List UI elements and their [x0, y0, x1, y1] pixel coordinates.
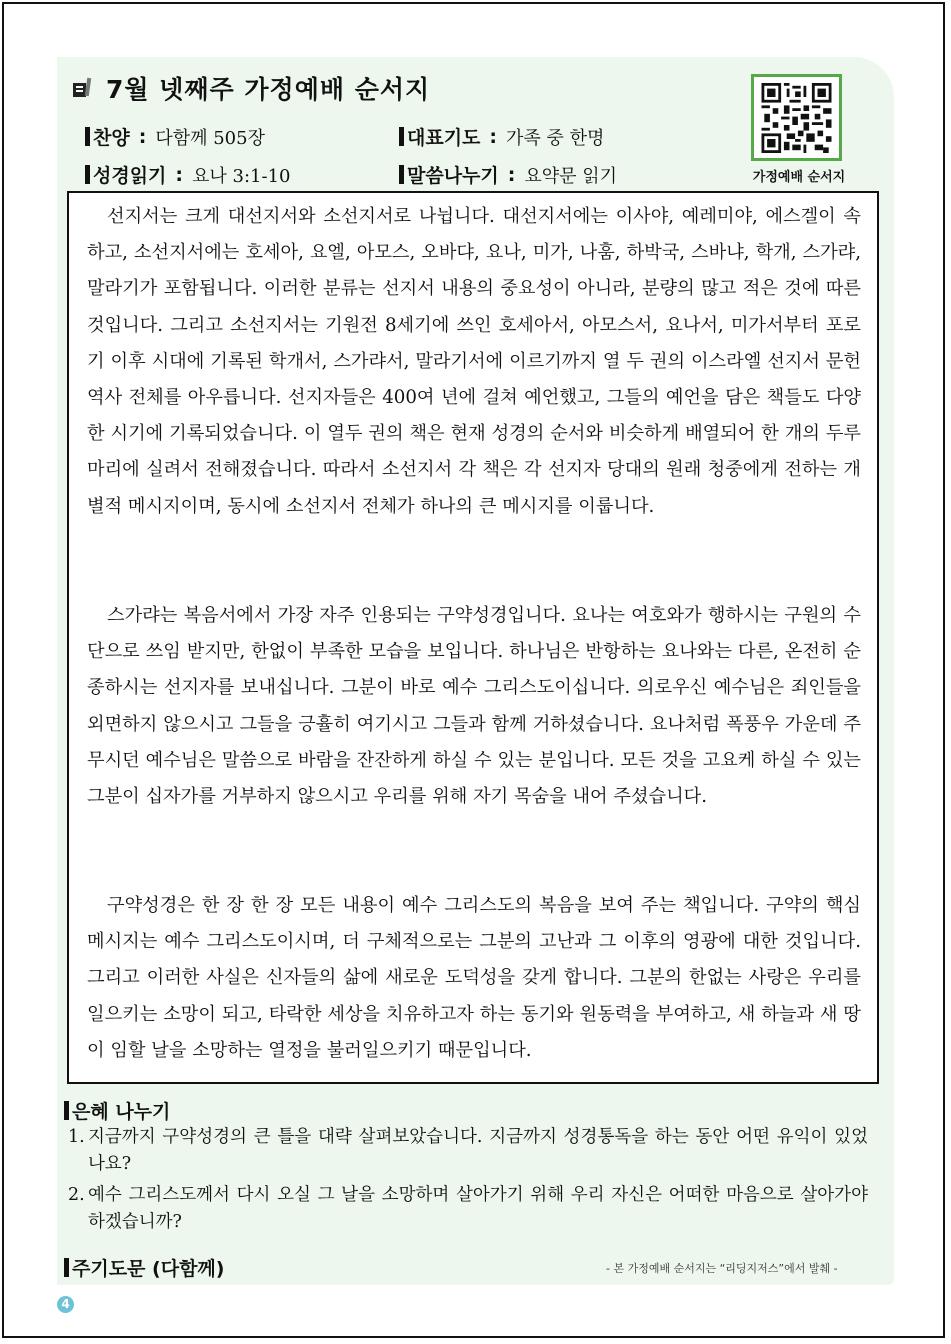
title-row [72, 70, 430, 106]
grace-sharing-heading: 은혜 나누기 [64, 1097, 170, 1124]
bullet-bar [64, 1258, 69, 1277]
sharing-label: 말씀나누기 [407, 165, 499, 187]
summary-paragraph: 구약성경은 한 장 한 장 모든 내용이 예수 그리스도의 복음을 보여 주는 책입니다. 구약의 핵심 메시지는 예수 그리스도이시며, 더 구체적으로는 그분의 고난과 그 이후의 영광에 대한 것입니다. 그리고 이러한 사실은 신자들의 삶에 새로운 도덕성을 갖게 합니다. 그분의 한없는 사랑은 우리를 일으키는 소망이 되고, 타락한 세상을 치유하고자 하는 동기와 원동력을 부여하고, 새 하늘과 새 땅이 임할 날을 소망하는 열정을 불러일으키기 때문입니다. [87, 895, 861, 1061]
bullet-bar [85, 165, 90, 184]
hymn-row: 찬양 : 다함께 505장 [85, 123, 265, 150]
qr-caption: 가정예배 순서지 [752, 170, 846, 185]
list-item: 2. 예수 그리스도께서 다시 오실 그 날을 소망하며 살아가기 위해 우리 자신은 어떠한 마음으로 살아가야 하겠습니까? [68, 1185, 868, 1232]
sharing-value: 요약문 읽기 [524, 165, 618, 187]
hymn-value: 다함께 505장 [155, 127, 265, 149]
summary-box [67, 191, 879, 1084]
source-note: - 본 가정예배 순서지는 “리딩지저스”에서 발췌 - [606, 1262, 838, 1275]
qr-code[interactable] [751, 74, 842, 161]
lords-prayer-heading: 주기도문 (다함께) [64, 1254, 224, 1281]
reading-row: 성경읽기 : 요나 3:1-10 [85, 161, 290, 188]
page-number-badge: 4 [57, 1296, 74, 1313]
sharing-row: 말씀나누기 : 요약문 읽기 [399, 161, 617, 188]
summary-paragraph: 선지서는 크게 대선지서와 소선지서로 나뉩니다. 대선지서에는 이사야, 예레미야, 에스겔이 속하고, 소선지서에는 호세아, 요엘, 아모스, 오바댜, 요나, 미가, 나훔, 하박국, 스바냐, 학개, 스가랴, 말라기가 포함됩니다. 이러한 분류는 선지서 내용의 중요성이 아니라, 분량의 많고 적은 것에 따른 것입니다. 그리고 소선지서는 기원전 8세기에 쓰인 호세아서, 아모스서, 요나서, 미가서부터 포로기 이후 시대에 기록된 학개서, 스가랴서, 말라기서에 이르기까지 열 두 권의 이스라엘 선지서 문헌 역사 전체를 아우릅니다. 선지자들은 400여 년에 걸쳐 예언했고, 그들의 예언을 담은 책들도 다양한 시기에 기록되었습니다. 이 열두 권의 책은 현재 성경의 순서와 비슷하게 배열되어 한 개의 두루마리에 실려서 전해졌습니다. 따라서 소선지서 각 책은 각 선지자 당대의 원래 청중에게 전하는 개별적 메시지이며, 동시에 소선지서 전체가 하나의 큰 메시지를 이룹니다. [87, 206, 861, 517]
bullet-bar [85, 127, 90, 146]
question-list [68, 1124, 868, 1240]
qr-code-icon [761, 83, 832, 153]
prayer-row: 대표기도 : 가족 중 한명 [399, 123, 604, 150]
prayer-label: 대표기도 [407, 127, 481, 149]
reading-value: 요나 3:1-10 [192, 165, 291, 187]
hymn-label: 찬양 [93, 127, 130, 149]
reading-label: 성경읽기 [93, 165, 167, 187]
bullet-bar [399, 165, 404, 184]
prayer-value: 가족 중 한명 [506, 127, 605, 149]
summary-paragraph: 스가랴는 복음서에서 가장 자주 인용되는 구약성경입니다. 요나는 여호와가 행하시는 구원의 수단으로 쓰임 받지만, 한없이 부족한 모습을 보입니다. 하나님은 반항하는 요나와는 다른, 온전히 순종하시는 선지자를 보내십니다. 그분이 바로 예수 그리스도이십니다. 의로우신 예수님은 죄인들을 외면하지 않으시고 그들을 긍휼히 여기시고 그들과 함께 거하셨습니다. 요나처럼 폭풍우 가운데 주무시던 예수님은 말씀으로 바람을 잔잔하게 하실 수 있는 분입니다. 모든 것을 고요케 하실 수 있는 그분이 십자가를 거부하지 않으시고 우리를 위해 자기 목숨을 내어 주셨습니다. [87, 605, 861, 808]
document-pen-icon [72, 77, 92, 99]
page-title: 7월 넷째주 가정예배 순서지 [106, 75, 431, 104]
bullet-bar [399, 127, 404, 146]
bullet-bar [64, 1101, 69, 1120]
list-item: 1. 지금까지 구약성경의 큰 틀을 대략 살펴보았습니다. 지금까지 성경통독을 하는 동안 어떤 유익이 있었나요? [68, 1127, 868, 1174]
